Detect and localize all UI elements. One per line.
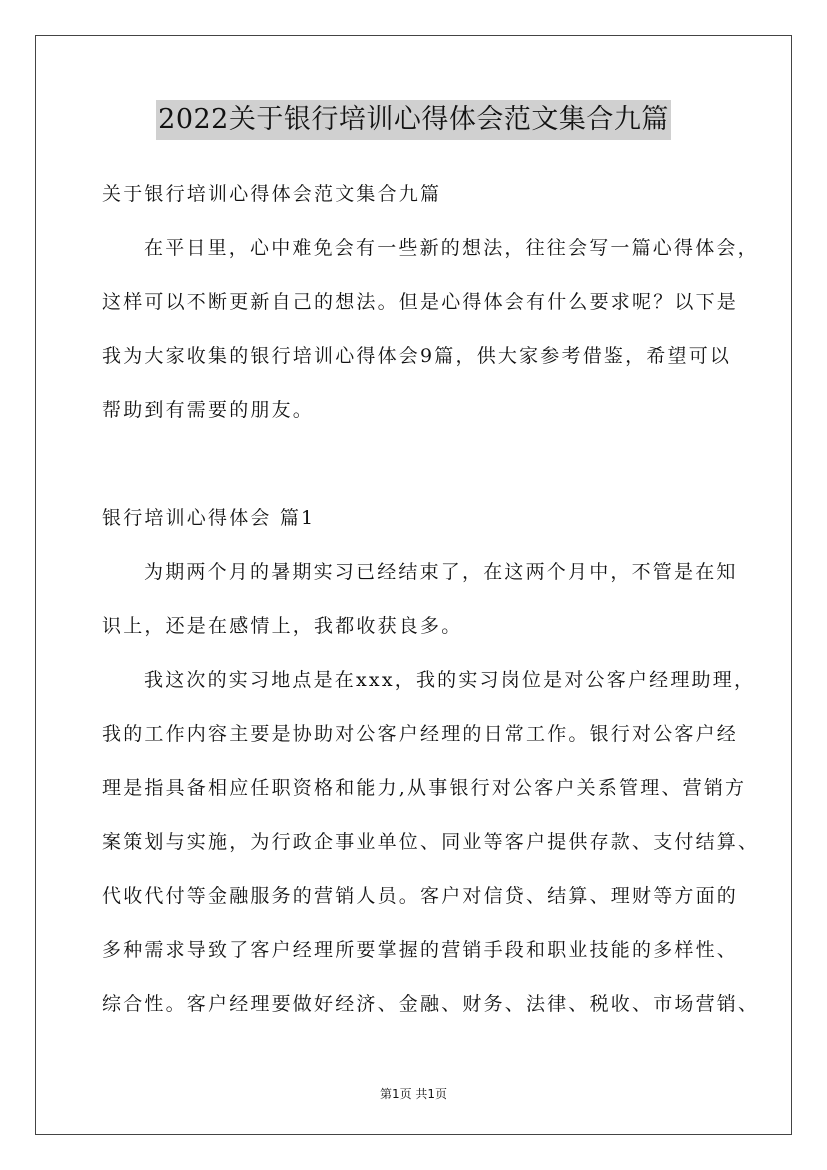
body-line: 为期两个月的暑期实习已经结束了，在这两个月中，不管是在知 [144, 561, 738, 583]
body-line: 综合性。客户经理要做好经济、金融、财务、法律、税收、市场营销、 [102, 993, 760, 1015]
body-line: 我的工作内容主要是协助对公客户经理的日常工作。银行对公客户经 [102, 723, 739, 745]
intro-line: 这样可以不断更新自己的想法。但是心得体会有什么要求呢？以下是 [102, 291, 739, 313]
page-footer: 第1页 共1页 [379, 1087, 448, 1101]
intro-line: 我为大家收集的银行培训心得体会9篇，供大家参考借鉴，希望可以 [102, 345, 732, 367]
body-line: 识上，还是在感情上，我都收获良多。 [102, 615, 463, 637]
document-title: 2022关于银行培训心得体会范文集合九篇 [156, 100, 671, 140]
document-subtitle: 关于银行培训心得体会范文集合九篇 [102, 183, 442, 205]
body-line: 案策划与实施，为行政企事业单位、同业等客户提供存款、支付结算、 [102, 831, 760, 853]
body-line: 我这次的实习地点是在xxx，我的实习岗位是对公客户经理助理， [144, 669, 756, 691]
title-container [0, 100, 827, 140]
body-line: 理是指具备相应任职资格和能力,从事银行对公客户关系管理、营销方 [102, 777, 747, 799]
intro-line: 在平日里，心中难免会有一些新的想法，往往会写一篇心得体会， [144, 237, 759, 259]
intro-line: 帮助到有需要的朋友。 [102, 399, 315, 421]
section-heading: 银行培训心得体会 篇1 [102, 507, 316, 529]
body-line: 多种需求导致了客户经理所要掌握的营销手段和职业技能的多样性、 [102, 939, 739, 961]
body-line: 代收代付等金融服务的营销人员。客户对信贷、结算、理财等方面的 [102, 885, 739, 907]
